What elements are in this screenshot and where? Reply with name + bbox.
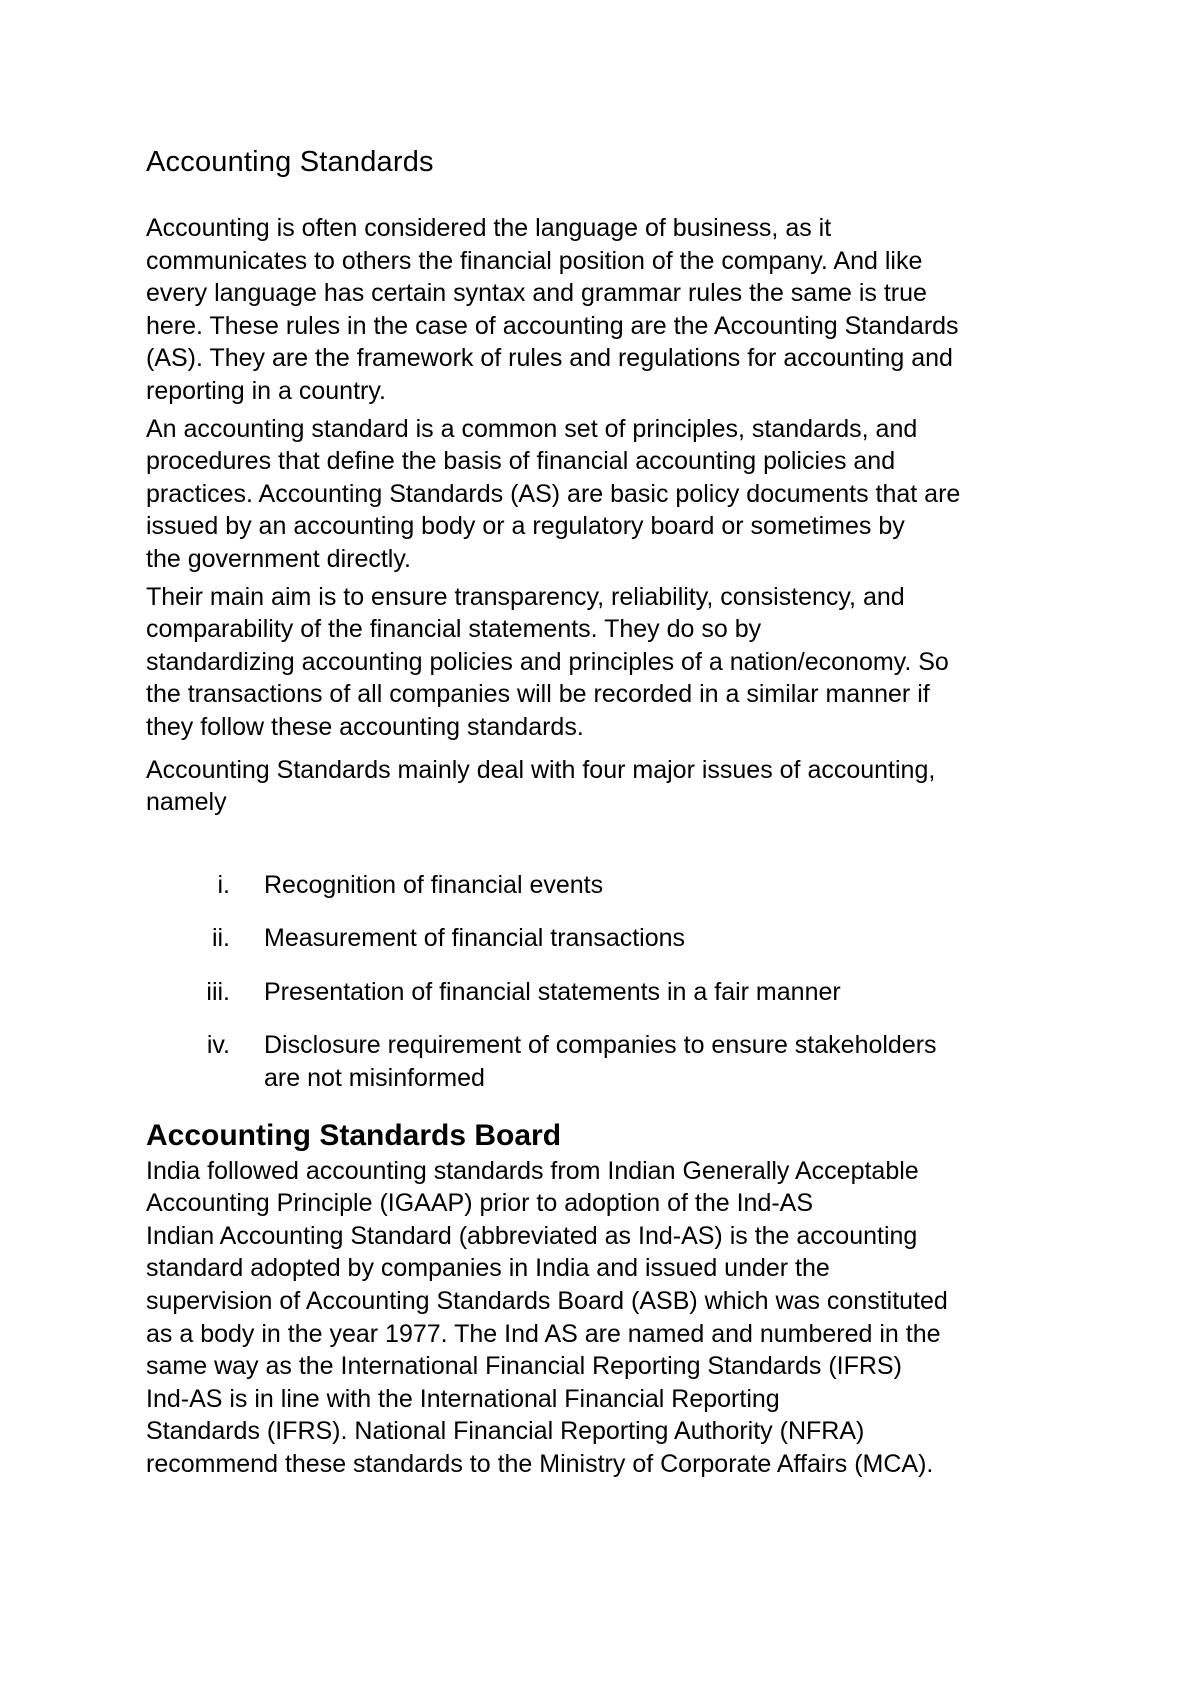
text-line: Measurement of financial transactions <box>264 924 686 953</box>
paragraph-intro <box>146 212 1086 408</box>
text-line: every language has certain syntax and grammar rules the same is true <box>146 279 927 308</box>
list-item-text <box>264 869 1086 902</box>
text-line: they follow these accounting standards. <box>146 712 584 741</box>
text-line: issued by an accounting body or a regulatory board or sometimes by <box>146 512 905 541</box>
text-line: communicates to others the financial position of the company. And like <box>146 246 923 275</box>
text-line: as a body in the year 1977. The Ind AS are named and numbered in the <box>146 1319 941 1348</box>
paragraph-issues <box>146 754 1086 819</box>
text-line: India followed accounting standards from Indian Generally Acceptable <box>146 1156 919 1185</box>
text-line: supervision of Accounting Standards Board (ASB) which was constituted <box>146 1287 948 1316</box>
text-line: standard adopted by companies in India and issued under the <box>146 1254 830 1283</box>
text-line: procedures that define the basis of financial accounting policies and <box>146 447 896 476</box>
list-item-number: iii. <box>206 977 230 1006</box>
list-item-text <box>264 922 1086 955</box>
text-line: namely <box>146 788 227 817</box>
section-title-accounting-standards: Accounting Standards <box>146 146 434 178</box>
list-item-text <box>264 976 1086 1009</box>
text-line: the government directly. <box>146 544 411 573</box>
text-line: Accounting Principle (IGAAP) prior to adoption of the Ind-AS <box>146 1189 814 1218</box>
text-line: (AS). They are the framework of rules and regulations for accounting and <box>146 344 953 373</box>
document-page <box>146 144 1086 1481</box>
text-line: Presentation of financial statements in a fair manner <box>264 977 841 1006</box>
text-line: standardizing accounting policies and principles of a nation/economy. So <box>146 647 949 676</box>
text-line: the transactions of all companies will be recorded in a similar manner if <box>146 680 930 709</box>
text-line: comparability of the financial statements. They do so by <box>146 615 762 644</box>
paragraph-board <box>146 1155 1086 1481</box>
text-line: same way as the International Financial Reporting Standards (IFRS) <box>146 1352 902 1381</box>
list-item <box>146 976 1086 1009</box>
issues-list <box>146 869 1086 1095</box>
list-item <box>146 869 1086 902</box>
text-line: reporting in a country. <box>146 376 386 405</box>
list-item-number: i. <box>217 870 230 899</box>
text-line: here. These rules in the case of accounting are the Accounting Standards <box>146 311 959 340</box>
list-item-number: iv. <box>206 1031 230 1060</box>
text-line: Ind-AS is in line with the International Financial Reporting <box>146 1384 780 1413</box>
list-item <box>146 1029 1086 1094</box>
text-line: Recognition of financial events <box>264 870 604 899</box>
text-line: recommend these standards to the Ministry of Corporate Affairs (MCA). <box>146 1450 934 1478</box>
text-line: Standards (IFRS). National Financial Reporting Authority (NFRA) <box>146 1417 865 1446</box>
text-line: Disclosure requirement of companies to ensure stakeholders <box>264 1031 937 1060</box>
text-line: Their main aim is to ensure transparency, reliability, consistency, and <box>146 582 905 611</box>
text-line: Accounting is often considered the language of business, as it <box>146 214 832 242</box>
section-title-accounting-standards-board: Accounting Standards Board <box>146 1118 562 1152</box>
text-line: Accounting Standards mainly deal with four major issues of accounting, <box>146 755 936 784</box>
list-item-text <box>264 1029 1086 1094</box>
text-line: practices. Accounting Standards (AS) are basic policy documents that are <box>146 479 961 508</box>
list-item-number: ii. <box>211 924 230 953</box>
text-line: Indian Accounting Standard (abbreviated as Ind-AS) is the accounting <box>146 1221 918 1250</box>
paragraph-aim <box>146 581 1086 744</box>
text-line: are not misinformed <box>264 1064 485 1093</box>
list-item <box>146 922 1086 955</box>
paragraph-definition <box>146 413 1086 576</box>
text-line: An accounting standard is a common set of principles, standards, and <box>146 414 918 443</box>
